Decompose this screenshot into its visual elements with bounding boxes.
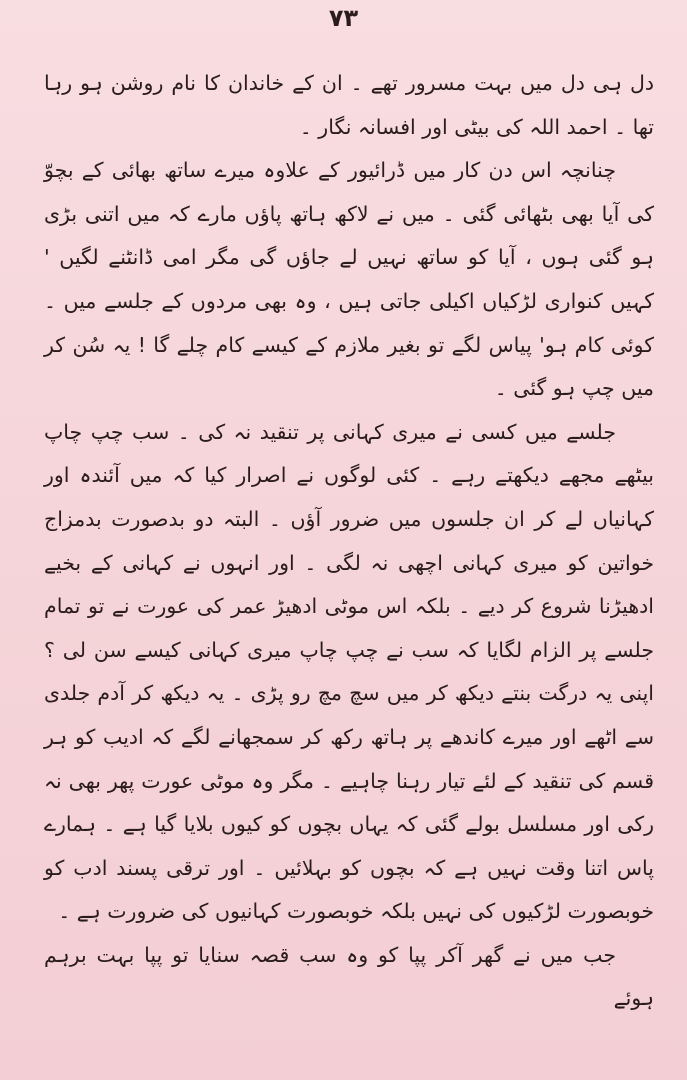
paragraph-3: جلسے میں کسی نے میری کہانی پر تنقید نہ کی ۔ سب چپ چاپ بیٹھے مجھے دیکھتے رہے ۔ کئی لوگوں نے اصرار کیا کہ میں آئندہ اور کہانیاں لے کر ان جلسوں میں ضرور آؤں ۔ البتہ دو بدصورت بدمزاج خواتین کو میری کہانی اچھی نہ لگی ۔ اور انہوں نے کہانی کے بخیے ادھیڑنا شروع کر دیے ۔ بلکہ اس موٹی ادھیڑ عمر کی عورت نے تو تمام جلسے پر الزام لگایا کہ سب نے چپ چاپ میری کہانی کیسے سن لی ؟ اپنی یہ درگت بنتے دیکھ کر میں سچ مچ رو پڑی ۔ یہ دیکھ کر آدم جلدی سے اٹھے اور میرے کاندھے پر ہاتھ رکھ کر سمجھانے لگے کہ ادیب کو ہر قسم کی تنقید کے لئے تیار رہنا چاہیے ۔ مگر وہ موٹی عورت پھر بھی نہ رکی اور مسلسل بولے گئی کہ یہاں بچوں کو کیوں بلایا گیا ہے ۔ ہمارے پاس اتنا وقت نہیں ہے کہ بچوں کو بہلائیں ۔ اور ترقی پسند ادب کو خوبصورت لڑکیوں کی نہیں بلکہ خوبصورت کہانیوں کی ضرورت ہے ۔: [44, 419, 654, 924]
body-text: [44, 62, 654, 1021]
paragraph-4: جب میں نے گھر آکر پپا کو وہ سب قصہ سنایا تو پپا بہت برہم ہوئے: [44, 942, 654, 1011]
paragraph-2: چنانچہ اس دن کار میں ڈرائیور کے علاوہ میرے ساتھ بھائی کے بچوّ کی آیا بھی بٹھائی گئی ۔ میں نے لاکھ ہاتھ پاؤں مارے کہ میں اتنی بڑی ہو گئی ہوں ، آیا کو ساتھ نہیں لے جاؤں گی مگر امی ڈانٹنے لگیں ' کہیں کنواری لڑکیاں اکیلی جاتی ہیں ، وہ بھی مردوں کے جلسے میں ۔ کوئی کام ہو' پیاس لگے تو بغیر ملازم کے کیسے کام چلے گا ! یہ سُن کر میں چپ ہو گئی ۔: [44, 158, 654, 401]
paragraph-1: دل ہی دل میں بہت مسرور تھے ۔ ان کے خاندان کا نام روشن ہو رہا تھا ۔ احمد اللہ کی بیٹی اور افسانہ نگار ۔: [44, 71, 654, 139]
page-number: ۷۳: [328, 4, 359, 32]
